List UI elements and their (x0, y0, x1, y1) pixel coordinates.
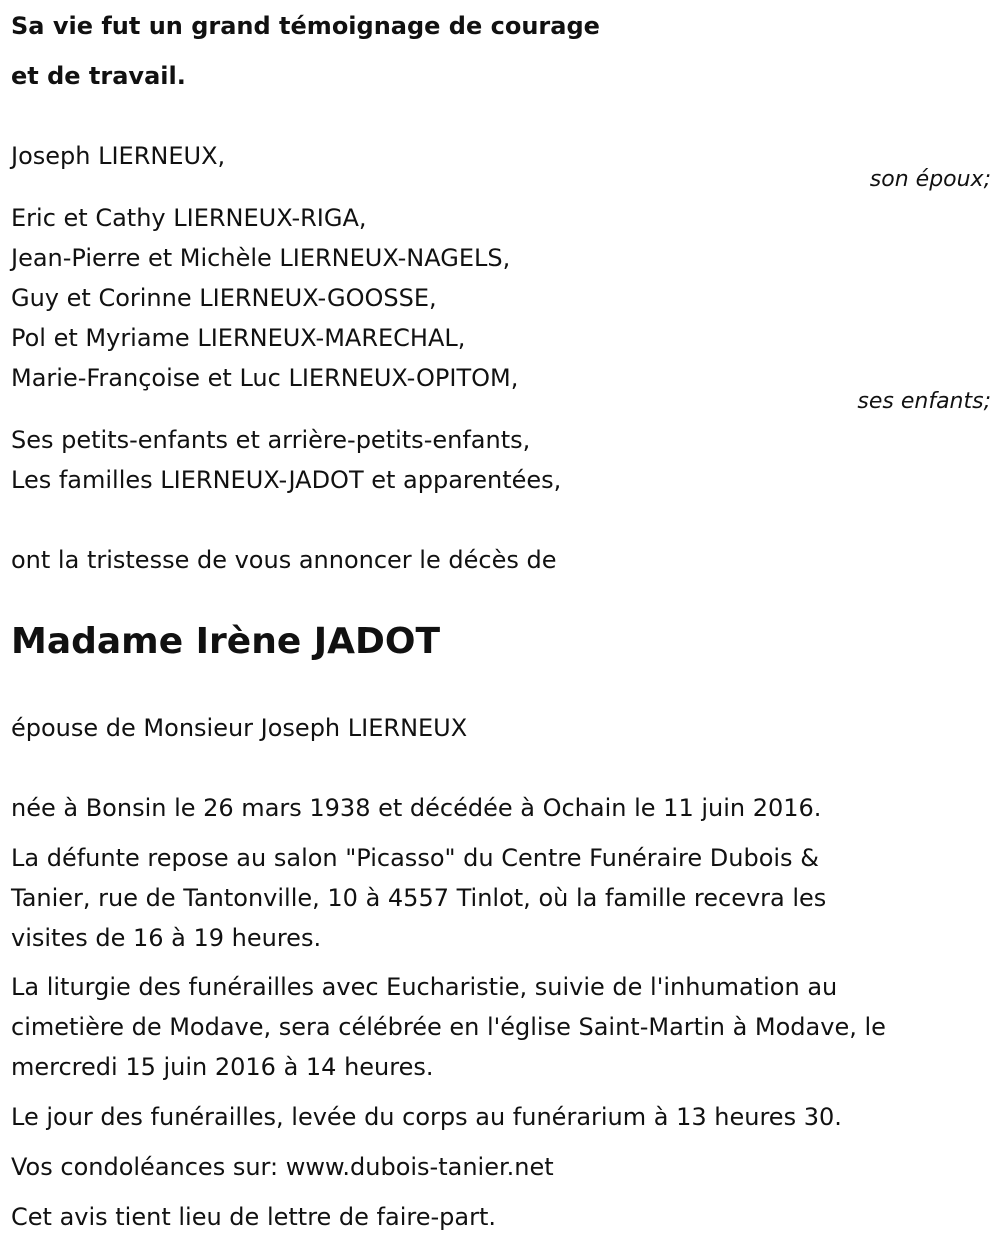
spouse-role: son époux; (869, 167, 991, 192)
family-line: Ses petits-enfants et arrière-petits-enfants, (11, 426, 531, 454)
motto-line-2: et de travail. (11, 62, 186, 90)
visitation-line: La défunte repose au salon "Picasso" du Centre Funéraire Dubois & (11, 844, 819, 872)
birth-death-text: née à Bonsin le 26 mars 1938 et décédée à Ochain le 11 juin 2016. (11, 794, 822, 822)
liturgy-line: mercredi 15 juin 2016 à 14 heures. (11, 1053, 434, 1081)
visitation-line: visites de 16 à 19 heures. (11, 924, 322, 952)
deceased-name: Madame Irène JADOT (11, 621, 441, 662)
child-line: Eric et Cathy LIERNEUX-RIGA, (11, 204, 367, 232)
levee-text: Le jour des funérailles, levée du corps au funérarium à 13 heures 30. (11, 1103, 842, 1131)
liturgy-line: La liturgie des funérailles avec Eucharistie, suivie de l'inhumation au (11, 973, 838, 1001)
visitation-line: Tanier, rue de Tantonville, 10 à 4557 Tinlot, où la famille recevra les (11, 884, 827, 912)
child-line: Pol et Myriame LIERNEUX-MARECHAL, (11, 324, 466, 352)
motto-line-1: Sa vie fut un grand témoignage de courage (11, 12, 600, 40)
spouse-of-text: épouse de Monsieur Joseph LIERNEUX (11, 714, 468, 742)
liturgy-line: cimetière de Modave, sera célébrée en l'église Saint-Martin à Modave, le (11, 1013, 886, 1041)
obituary-notice (11, 0, 991, 1252)
announcement-text: ont la tristesse de vous annoncer le décès de (11, 546, 557, 574)
notice-text: Cet avis tient lieu de lettre de faire-part. (11, 1203, 496, 1231)
spouse-name: Joseph LIERNEUX, (11, 142, 226, 170)
child-line: Guy et Corinne LIERNEUX-GOOSSE, (11, 284, 437, 312)
child-line: Marie-Françoise et Luc LIERNEUX-OPITOM, (11, 364, 519, 392)
children-role: ses enfants; (857, 389, 991, 414)
child-line: Jean-Pierre et Michèle LIERNEUX-NAGELS, (11, 244, 511, 272)
condolences-text: Vos condoléances sur: www.dubois-tanier.net (11, 1153, 554, 1181)
family-line: Les familles LIERNEUX-JADOT et apparentées, (11, 466, 562, 494)
